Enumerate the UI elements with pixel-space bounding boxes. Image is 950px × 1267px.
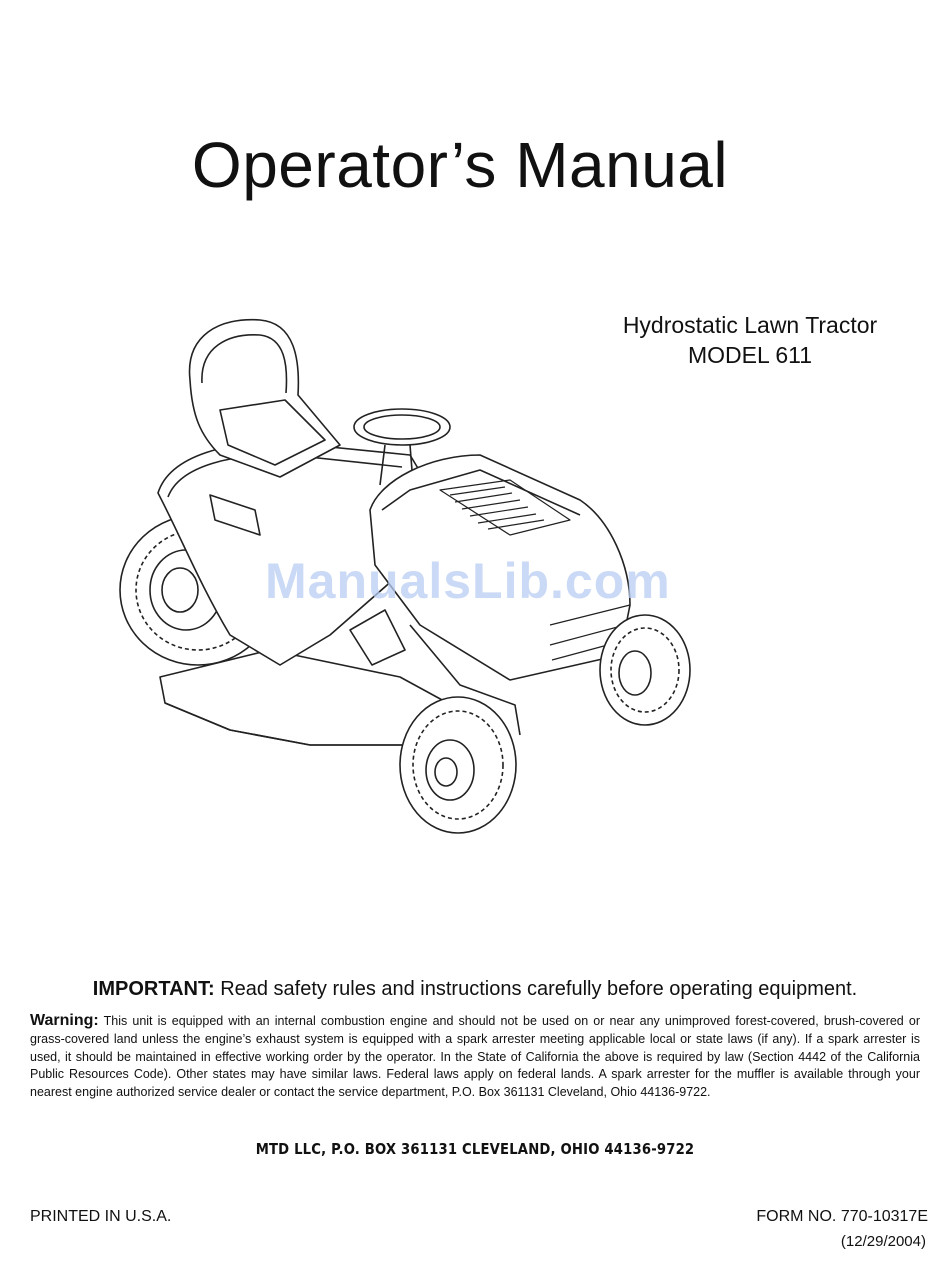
page-title: Operator’s Manual <box>191 129 729 201</box>
important-notice <box>0 978 950 1001</box>
important-label: IMPORTANT: <box>92 978 215 1000</box>
form-number: FORM NO. 770-10317E <box>756 1208 928 1225</box>
form-date: (12/29/2004) <box>840 1233 926 1250</box>
model-number: MODEL 611 <box>688 342 812 368</box>
warning-text: This unit is equipped with an internal combustion engine and should not be used on or near any unimproved forest-covered, brush-covered or grass-covered land unless the engine’s exhaust system is equipped with a spark arrester meeting applicable local or state laws (if any). If a spark arrester is used, it should be maintained in effective working order by the operator. In the State of California the above is required by law (Section 4442 of the California Public Resources Code). Other states may have similar laws. Federal laws apply on federal lands. A spark arrester for the muffler is available through your nearest engine authorized service dealer or contact the service department, P.O. Box 361131 Cleveland, Ohio 44136-9722. <box>30 1014 920 1100</box>
warning-label: Warning: <box>30 1012 99 1029</box>
printed-in: PRINTED IN U.S.A. <box>30 1208 172 1225</box>
warning-paragraph <box>30 1012 920 1102</box>
product-name: Hydrostatic Lawn Tractor <box>622 312 878 338</box>
company-address: MTD LLC, P.O. BOX 361131 CLEVELAND, OHIO 44136-9722 <box>255 1140 695 1158</box>
important-text: Read safety rules and instructions carefully before operating equipment. <box>220 978 858 1000</box>
watermark: ManualsLib.com <box>265 553 671 609</box>
